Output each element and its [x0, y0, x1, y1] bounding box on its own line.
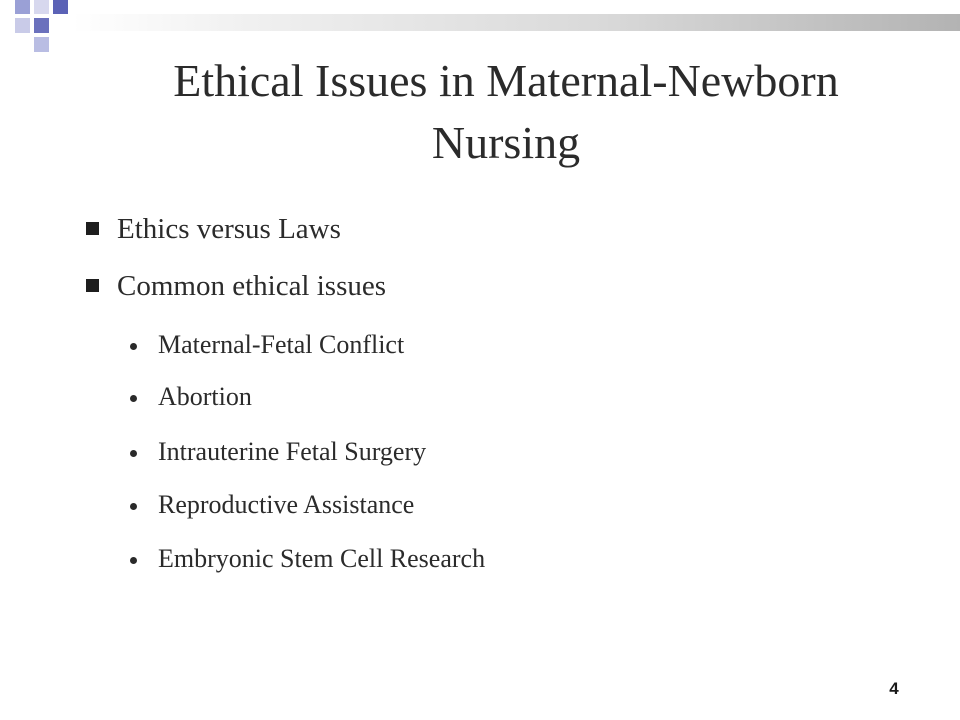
square-bullet-icon [86, 222, 99, 235]
bullet-text: Ethics versus Laws [117, 213, 341, 245]
bullet-text: Abortion [158, 382, 252, 411]
dot-bullet-icon [130, 503, 137, 510]
bullet-text: Common ethical issues [117, 270, 387, 302]
sub-bullet-item [158, 382, 252, 412]
sub-bullet-item [158, 437, 426, 467]
slide-title: Ethical Issues in Maternal-Newborn Nursing [173, 55, 839, 168]
sub-bullet-item [158, 490, 414, 520]
dot-bullet-icon [130, 557, 137, 564]
bullet-item [117, 212, 341, 246]
bullet-item [117, 269, 386, 303]
sub-bullet-item [158, 330, 404, 360]
bullet-text: Maternal-Fetal Conflict [158, 330, 405, 359]
dot-bullet-icon [130, 450, 137, 457]
dot-bullet-icon [130, 395, 137, 402]
dot-bullet-icon [130, 343, 137, 350]
bullet-text: Intrauterine Fetal Surgery [158, 437, 427, 466]
square-bullet-icon [86, 279, 99, 292]
page-number: 4 [889, 679, 899, 698]
bullet-text: Embryonic Stem Cell Research [158, 544, 486, 573]
bullet-text: Reproductive Assistance [158, 490, 415, 519]
sub-bullet-item [158, 544, 485, 574]
